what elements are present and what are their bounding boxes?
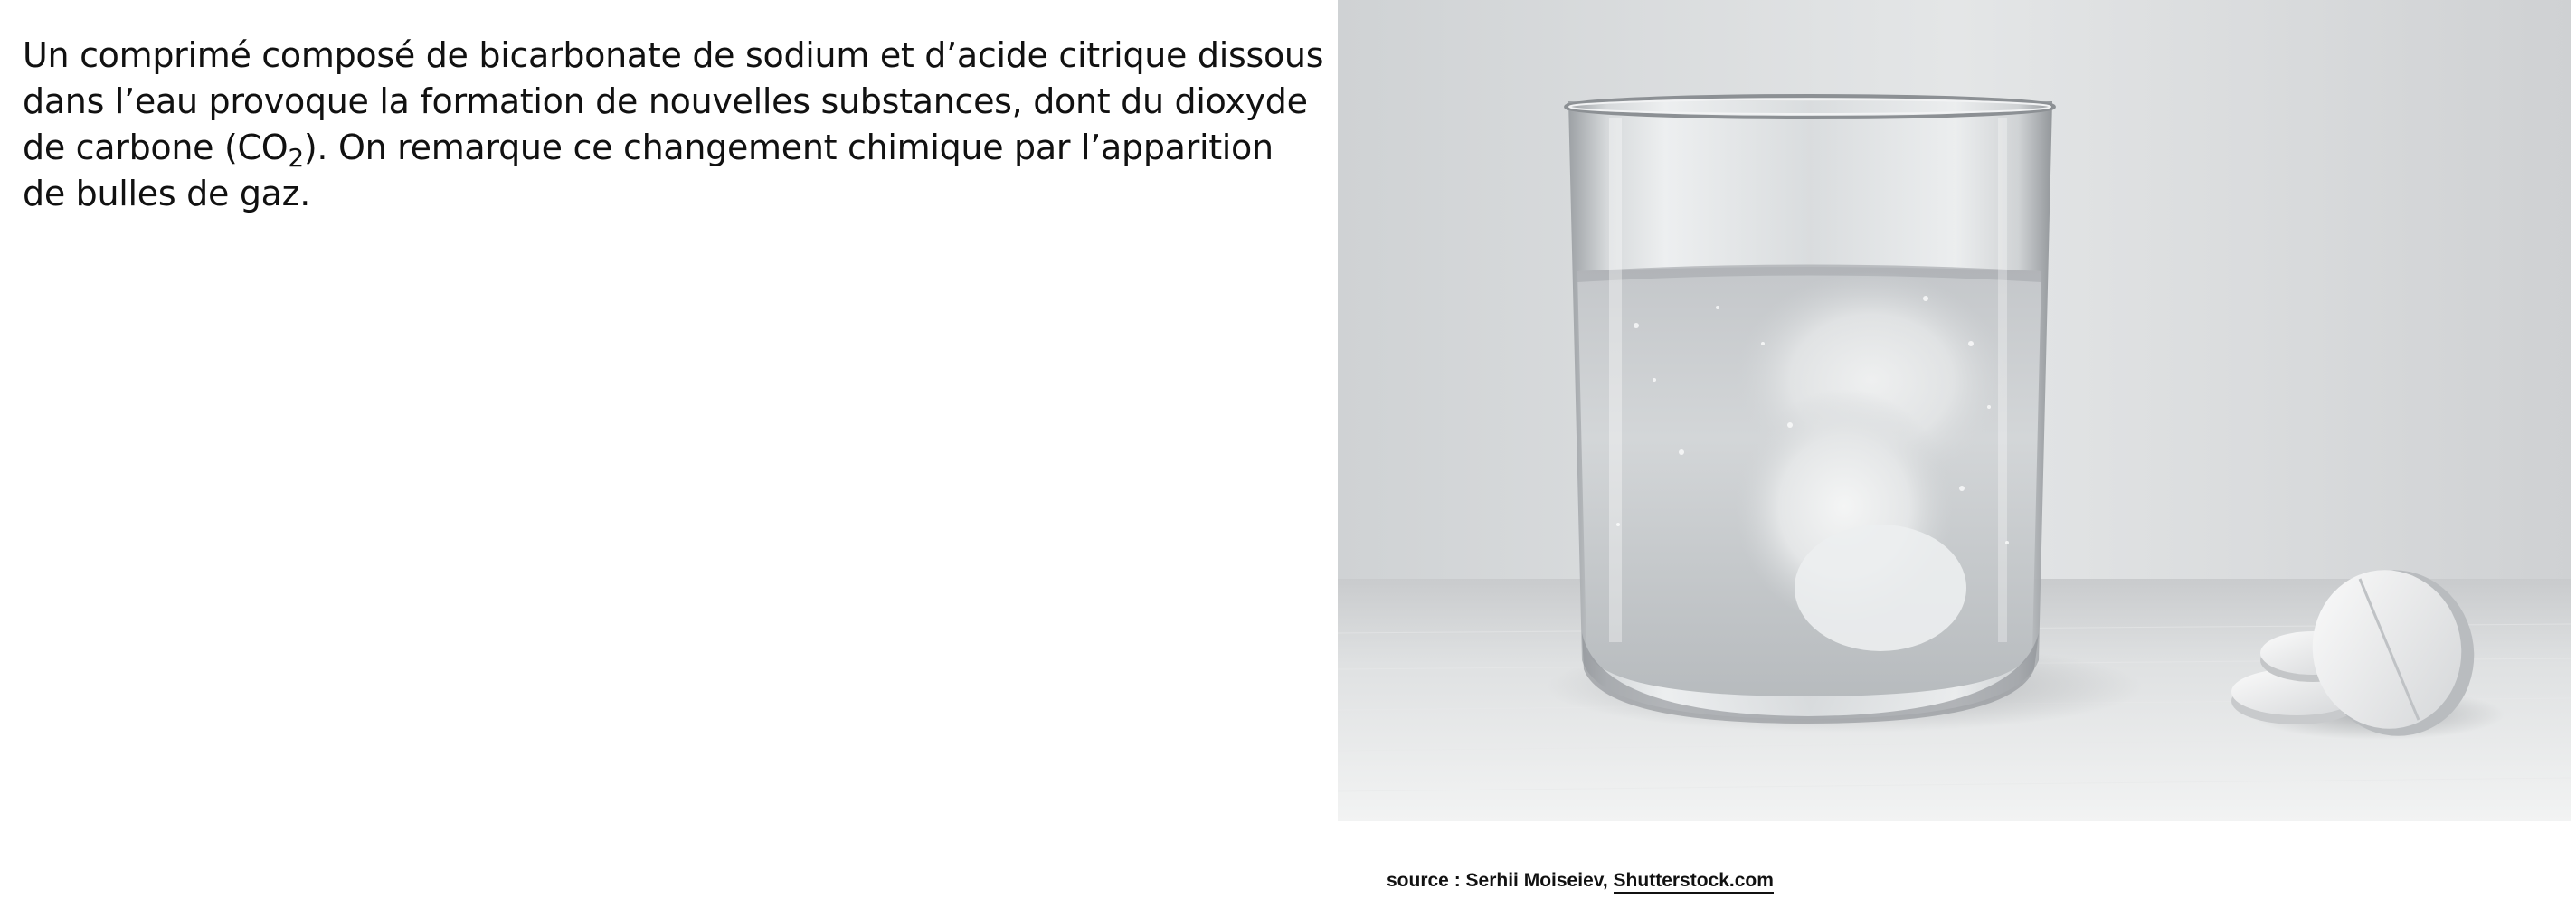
photo-illustration	[1338, 0, 2571, 821]
description-paragraph	[23, 33, 1325, 217]
paragraph-text-end: ). On remarque ce changement chimique par l’apparition de bulles de gaz.	[23, 128, 1274, 213]
paragraph-text-start: Un comprimé composé de bicarbonate de sodium et d’acide citrique dissous dans l’eau provoque la formation de nouvelles substances, dont du dioxyde de carbone (CO	[23, 35, 1324, 167]
caption-prefix: source : Serhii Moiseiev,	[1387, 870, 1614, 891]
co2-subscript: 2	[288, 143, 304, 173]
shutterstock-link[interactable]: Shutterstock.com	[1614, 870, 1774, 894]
effervescent-tablet-photo	[1338, 0, 2571, 821]
image-source-caption	[1387, 868, 1774, 894]
